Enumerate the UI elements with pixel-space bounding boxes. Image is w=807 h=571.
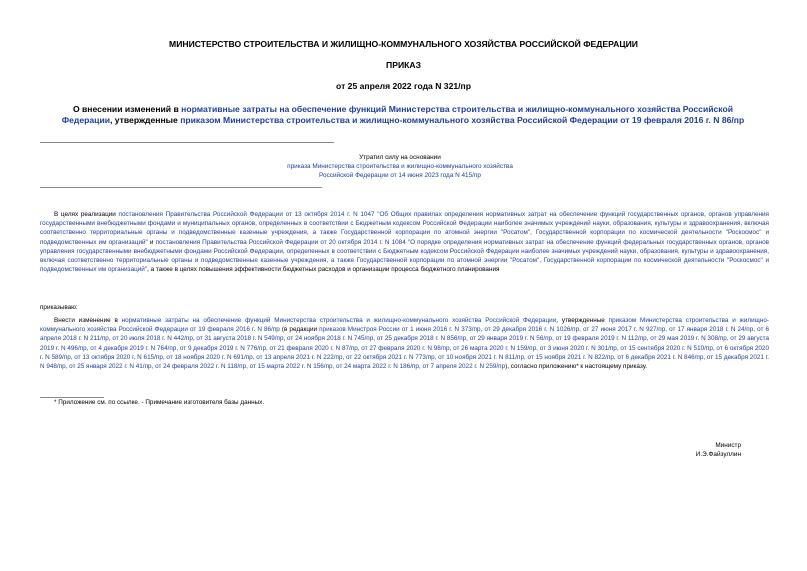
order-text-3: (в редакции xyxy=(279,326,320,334)
title-link-normative-costs[interactable]: нормативные затраты на обеспечение функций Министерства строительства и жилищно-коммунального хозяйства Российской Федерации xyxy=(61,104,734,125)
footnote: * Приложение см. по ссылке. - Примечание изготовителя базы данных. xyxy=(54,399,265,406)
preamble-link-decree-1084[interactable]: постановления Правительства Российской Федерации от 20 октября 2014 г. N 1084 "О порядке определения нормативных затрат на обеспечение функций федеральных государственных органов, органов управления государственными внебюджетными фондами Российской Федерации, определенных в соответствии с Бюджетным кодексом Российской Федерации наиболее значимых учреждений науки, образования, культуры и здравоохранения, включая соответственно территориальные органы и подведомственные казенные учреждения, а также Государственной корпорации по атомной энергии "Росатом", Государственной корпорации по космической деятельности "Роскосмос" и подведомственных им организаций" xyxy=(40,238,770,274)
preamble-link-decree-1047[interactable]: постановления Правительства Российской Федерации от 13 октября 2014 г. N 1047 "Об Общих правилах определения нормативных затрат на обеспечение функций государственных органов, органов управления государственными внебюджетными фондами и муниципальных органов, определенных в соответствии с Бюджетным кодексом Российской Федерации наиболее значимых учреждений науки, образования, культуры и здравоохранения, включая соответственно территориальные органы и подведомственные казенные учреждения, а также Государственной корпорации по атомной энергии "Росатом", Государственной корпорации по космической деятельности "Роскосмос" и подведомственных им организаций" xyxy=(40,211,769,246)
preamble-text-2: и xyxy=(147,238,156,246)
divider-top xyxy=(40,142,334,143)
order-date-number: от 25 апреля 2022 года N 321/пр xyxy=(336,81,471,91)
signature-name: И.Э.Файзуллин xyxy=(695,451,741,459)
doc-type: ПРИКАЗ xyxy=(386,60,421,70)
lost-force-link-order[interactable]: приказа Министерства строительства и жилищно-коммунального хозяйства xyxy=(287,163,513,171)
order-text-4: ), согласно приложению* к настоящему приказу. xyxy=(505,363,648,371)
signature-position: Министр xyxy=(715,442,741,449)
lost-force-link-date[interactable]: Российской Федерации от 14 июня 2023 года N 415/пр xyxy=(319,172,481,180)
order-title xyxy=(48,104,758,126)
order-text-1: Внести изменение в xyxy=(54,317,122,324)
order-word: приказываю: xyxy=(40,304,78,311)
order-text-2: , утвержденные xyxy=(556,317,609,324)
order-link-normative-costs[interactable]: нормативные затраты на обеспечение функций Министерства строительства и жилищно-коммунального хозяйства Российской Федерации xyxy=(121,317,557,324)
title-text-1: О внесении изменений в xyxy=(72,104,182,114)
order-link-order-86[interactable]: приказом Министерства строительства и жилищно-коммунального хозяйства Российской Федерации от 19 февраля 2016 г. N 86/пр xyxy=(40,317,769,334)
lost-force-line-1: Утратил силу на основании xyxy=(359,154,441,161)
title-link-order-86[interactable]: приказом Министерства строительства и жилищно-коммунального хозяйства Российской Федерации от 19 февраля 2016 г. N 86/пр xyxy=(180,115,745,125)
order-paragraph xyxy=(40,316,769,371)
ministry-name: МИНИСТЕРСТВО СТРОИТЕЛЬСТВА И ЖИЛИЩНО-КОММУНАЛЬНОГО ХОЗЯЙСТВА РОССИЙСКОЙ ФЕДЕРАЦИИ xyxy=(169,39,638,49)
signature-block xyxy=(696,441,741,460)
title-text-2: , утвержденные xyxy=(110,115,181,125)
divider-bottom xyxy=(40,187,322,188)
preamble-text-3: , а также в целях повышения эффективности бюджетных расходов и организации процесса бюджетного планирования xyxy=(147,266,500,274)
preamble-text-1: В целях реализации xyxy=(54,211,119,218)
preamble-paragraph xyxy=(40,210,769,274)
order-link-amendments[interactable]: приказов Минстроя России от 1 июня 2016 г. N 373/пр, от 29 декабря 2016 г. N 1026/пр, от 27 июня 2017 г. N 927/пр, от 17 января 2018 г. N 24/пр, от 6 апреля 2018 г. N 211/пр, от 20 июля 2018 г. N 442/пр, от 31 августа 2018 г. N 549/пр, от 24 ноября 2018 г. N 745/пр, от 25 декабря 2018 г. N 856/пр, от 29 января 2019 г. N 56/пр, от 19 февраля 2019 г. N 112/пр, от 29 мая 2019 г. N 308/пр, от 29 августа 2019 г. N 496/пр, от 4 декабря 2019 г. N 764/пр, от 9 декабря 2019 г. N 776/пр, от 21 февраля 2020 г. N 87/пр, от 27 февраля 2020 г. N 98/пр, от 26 марта 2020 г. N 159/пр, от 3 июня 2020 г. N 301/пр, от 15 сентября 2020 г. N 510/пр, от 6 октября 2020 г. N 589/пр, от 13 октября 2020 г. N 615/пр, от 18 ноября 2020 г. N 691/пр, от 13 апреля 2021 г. N 222/пр, от 22 октября 2021 г. N 773/пр, от 10 ноября 2021 г. N 811/пр, от 15 ноября 2021 г. N 822/пр, от 6 декабря 2021 г. N 846/пр, от 15 декабря 2021 г. N 948/пр, от 25 января 2022 г. N 41/пр, от 24 февраля 2022 г. N 118/пр, от 15 марта 2022 г. N 156/пр, от 24 марта 2022 г. N 186/пр, от 7 апреля 2022 г. N 259/пр xyxy=(40,326,769,371)
lost-force-note xyxy=(215,153,585,181)
